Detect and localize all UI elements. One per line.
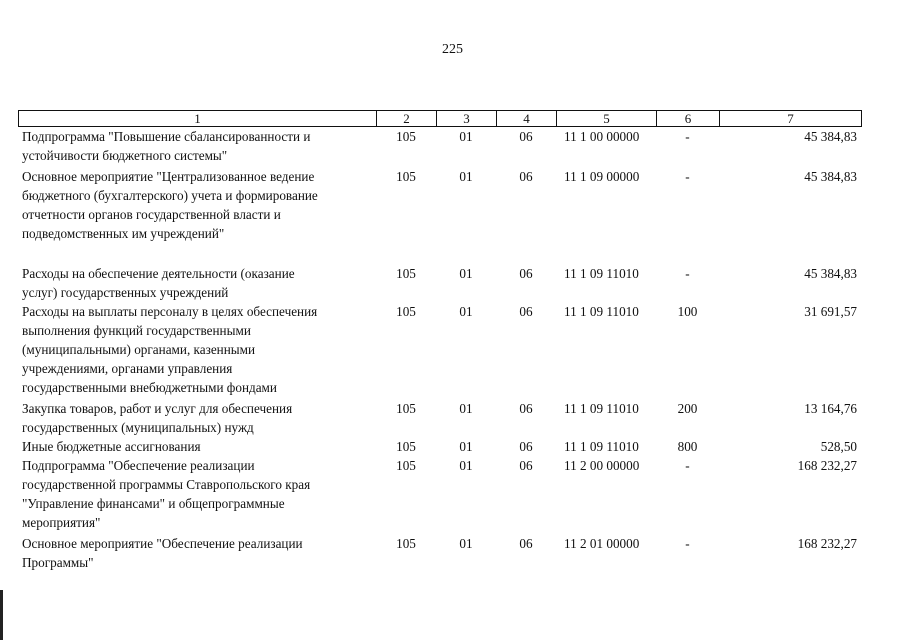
column-header-4: 4 bbox=[497, 111, 557, 127]
row-name-line: государственной программы Ставропольского края bbox=[22, 477, 311, 492]
row-amount: 168 232,27 bbox=[797, 458, 857, 473]
table-row bbox=[18, 264, 861, 302]
row-name-line: Программы" bbox=[22, 555, 94, 570]
row-amount: 45 384,83 bbox=[804, 129, 857, 144]
row-amount: 45 384,83 bbox=[804, 266, 857, 281]
row-name bbox=[18, 399, 376, 437]
row-amount: 45 384,83 bbox=[804, 169, 857, 184]
scan-edge-mark bbox=[0, 590, 3, 640]
row-expense-type: 100 bbox=[677, 304, 698, 319]
row-section-code: 01 bbox=[459, 129, 473, 144]
row-name bbox=[18, 264, 376, 302]
row-section-code: 01 bbox=[459, 536, 473, 551]
row-name-line: Подпрограмма "Обеспечение реализации bbox=[22, 458, 255, 473]
row-amount: 528,50 bbox=[820, 439, 857, 454]
row-name-line: государственными внебюджетными фондами bbox=[22, 380, 277, 395]
column-header-5: 5 bbox=[557, 111, 657, 127]
row-amount: 31 691,57 bbox=[804, 304, 857, 319]
row-expense-type: - bbox=[685, 169, 690, 184]
row-subsection-code: 06 bbox=[519, 169, 533, 184]
row-expense-type: 200 bbox=[677, 401, 698, 416]
row-ministry-code: 105 bbox=[396, 458, 416, 473]
column-header-6: 6 bbox=[657, 111, 720, 127]
row-subsection-code: 06 bbox=[519, 536, 533, 551]
row-ministry-code: 105 bbox=[396, 536, 416, 551]
row-name-line: учреждениями, органами управления bbox=[22, 361, 233, 376]
row-name-line: подведомственных им учреждений" bbox=[22, 226, 225, 241]
row-expense-type: 800 bbox=[677, 439, 698, 454]
row-name-line: Основное мероприятие "Обеспечение реализации bbox=[22, 536, 303, 551]
row-name bbox=[18, 127, 376, 165]
row-name-line: услуг) государственных учреждений bbox=[22, 285, 229, 300]
row-expense-type: - bbox=[685, 536, 690, 551]
row-ministry-code: 105 bbox=[396, 169, 416, 184]
row-ministry-code: 105 bbox=[396, 401, 416, 416]
page-number: 225 bbox=[442, 42, 463, 57]
row-name-line: Основное мероприятие "Централизованное ведение bbox=[22, 169, 315, 184]
row-name-line: Расходы на обеспечение деятельности (оказание bbox=[22, 266, 295, 281]
row-expense-type: - bbox=[685, 129, 690, 144]
row-name-line: устойчивости бюджетного системы" bbox=[22, 148, 228, 163]
row-target-code: 11 1 09 11010 bbox=[564, 439, 639, 454]
table-row bbox=[18, 437, 861, 456]
row-amount: 13 164,76 bbox=[804, 401, 857, 416]
row-expense-type: - bbox=[685, 458, 690, 473]
column-header-2: 2 bbox=[377, 111, 437, 127]
row-name-line: бюджетного (бухгалтерского) учета и формирование bbox=[22, 188, 318, 203]
row-name-line: (муниципальными) органами, казенными bbox=[22, 342, 256, 357]
row-name bbox=[18, 437, 376, 456]
row-name-line: Иные бюджетные ассигнования bbox=[22, 439, 201, 454]
row-target-code: 11 1 09 11010 bbox=[564, 266, 639, 281]
row-section-code: 01 bbox=[459, 304, 473, 319]
row-name-line: Закупка товаров, работ и услуг для обеспечения bbox=[22, 401, 293, 416]
row-subsection-code: 06 bbox=[519, 458, 533, 473]
row-section-code: 01 bbox=[459, 458, 473, 473]
row-target-code: 11 1 00 00000 bbox=[564, 129, 640, 144]
row-section-code: 01 bbox=[459, 169, 473, 184]
row-name-line: мероприятия" bbox=[22, 515, 101, 530]
row-target-code: 11 1 09 00000 bbox=[564, 169, 640, 184]
row-name-line: отчетности органов государственной власти и bbox=[22, 207, 281, 222]
table-row bbox=[18, 302, 861, 397]
table-row bbox=[18, 399, 861, 437]
row-name-line: "Управление финансами" и общепрограммные bbox=[22, 496, 285, 511]
budget-table bbox=[18, 127, 861, 572]
row-name bbox=[18, 167, 376, 243]
table-row bbox=[18, 167, 861, 243]
row-target-code: 11 1 09 11010 bbox=[564, 401, 639, 416]
table-row bbox=[18, 534, 861, 572]
row-subsection-code: 06 bbox=[519, 304, 533, 319]
row-subsection-code: 06 bbox=[519, 266, 533, 281]
column-header-1: 1 bbox=[19, 111, 377, 127]
column-header-3: 3 bbox=[437, 111, 497, 127]
row-name-line: государственных (муниципальных) нужд bbox=[22, 420, 254, 435]
row-ministry-code: 105 bbox=[396, 266, 416, 281]
row-subsection-code: 06 bbox=[519, 439, 533, 454]
row-target-code: 11 1 09 11010 bbox=[564, 304, 639, 319]
row-name-line: выполнения функций государственными bbox=[22, 323, 251, 338]
row-name-line: Расходы на выплаты персоналу в целях обеспечения bbox=[22, 304, 318, 319]
row-subsection-code: 06 bbox=[519, 401, 533, 416]
row-section-code: 01 bbox=[459, 266, 473, 281]
row-section-code: 01 bbox=[459, 401, 473, 416]
row-subsection-code: 06 bbox=[519, 129, 533, 144]
row-target-code: 11 2 01 00000 bbox=[564, 536, 640, 551]
row-name bbox=[18, 302, 376, 397]
row-name bbox=[18, 456, 376, 532]
row-name-line: Подпрограмма "Повышение сбалансированности и bbox=[22, 129, 311, 144]
row-ministry-code: 105 bbox=[396, 439, 416, 454]
row-ministry-code: 105 bbox=[396, 304, 416, 319]
column-header-row bbox=[18, 110, 862, 127]
row-name bbox=[18, 534, 376, 572]
row-amount: 168 232,27 bbox=[797, 536, 857, 551]
row-section-code: 01 bbox=[459, 439, 473, 454]
table-row bbox=[18, 456, 861, 532]
table-row bbox=[18, 127, 861, 165]
column-header-7: 7 bbox=[720, 111, 862, 127]
row-ministry-code: 105 bbox=[396, 129, 416, 144]
row-expense-type: - bbox=[685, 266, 690, 281]
row-target-code: 11 2 00 00000 bbox=[564, 458, 640, 473]
